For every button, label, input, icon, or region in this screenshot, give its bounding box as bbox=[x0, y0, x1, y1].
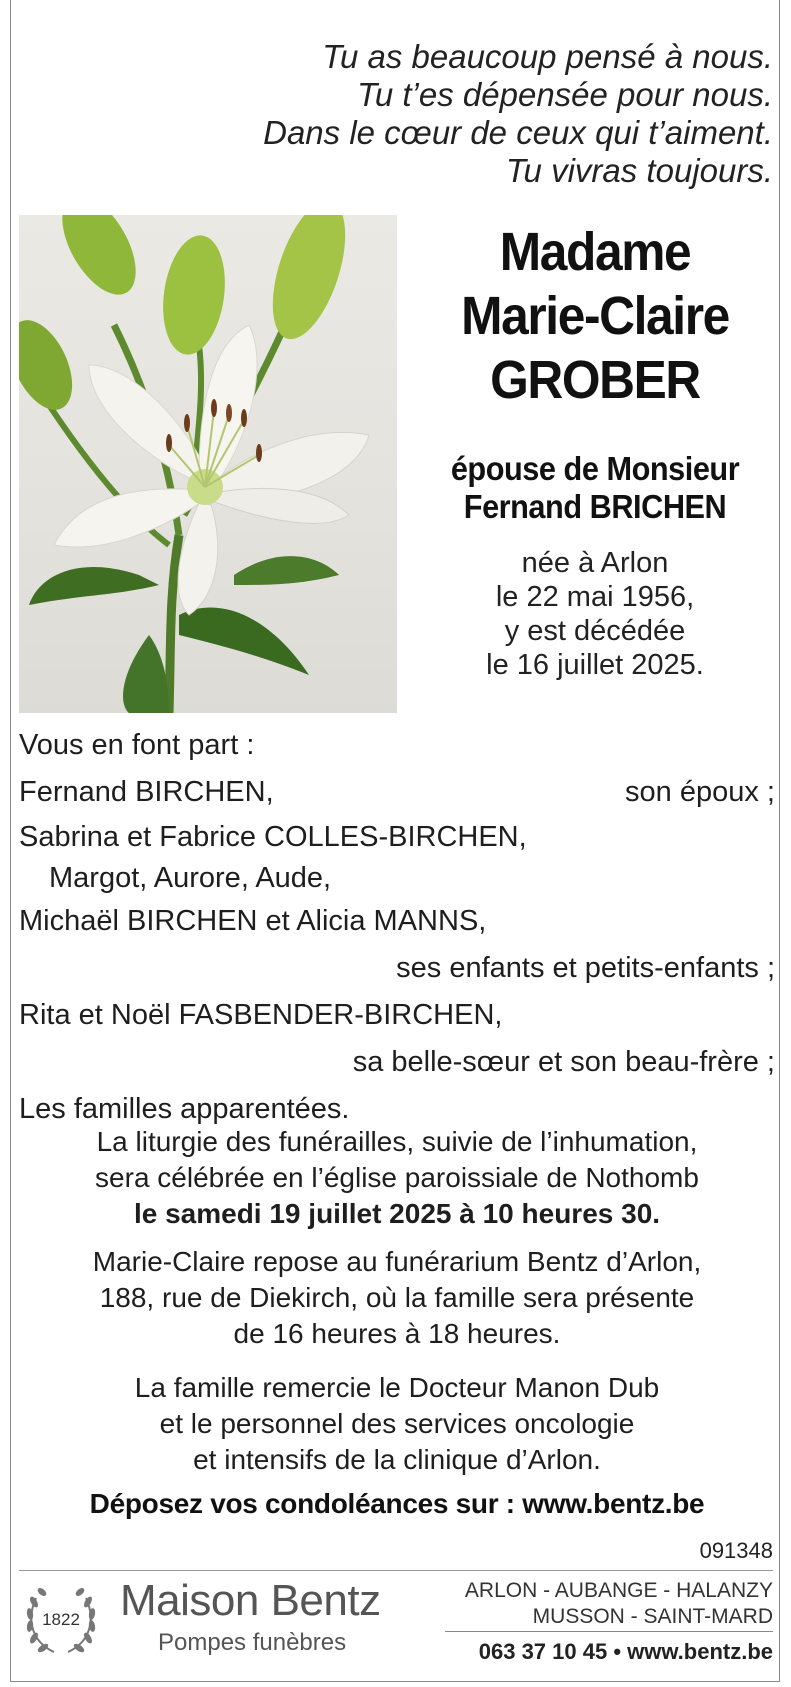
birth-death-line: née à Arlon bbox=[521, 547, 669, 579]
spouse-of bbox=[421, 450, 769, 526]
children-relation: ses enfants et petits-enfants ; bbox=[396, 952, 775, 984]
family-row-spouse bbox=[19, 772, 775, 819]
spouse-line: épouse de Monsieur bbox=[450, 450, 740, 487]
branch-towns bbox=[465, 1578, 773, 1630]
deceased-block bbox=[408, 220, 782, 682]
repose-line: de 16 heures à 18 heures. bbox=[233, 1318, 561, 1349]
poem bbox=[53, 38, 773, 190]
footer-divider bbox=[19, 1570, 773, 1571]
name-line: GROBER bbox=[490, 350, 700, 410]
spouse-line: Fernand BRICHEN bbox=[463, 488, 727, 525]
birth-death-info bbox=[408, 546, 782, 682]
towns-divider bbox=[445, 1631, 773, 1632]
name-line: Marie-Claire bbox=[461, 286, 729, 346]
thanks-line: et le personnel des services oncologie bbox=[159, 1408, 635, 1439]
laurel-wreath-logo bbox=[22, 1580, 100, 1658]
brand-subtitle: Pompes funèbres bbox=[158, 1629, 347, 1656]
towns-line: ARLON - AUBANGE - HALANZY bbox=[464, 1579, 773, 1602]
thanks-line: La famille remercie le Docteur Manon Dub bbox=[134, 1372, 660, 1403]
liturgy-date: le samedi 19 juillet 2025 à 10 heures 30. bbox=[133, 1198, 661, 1229]
towns-line: MUSSON - SAINT-MARD bbox=[532, 1605, 773, 1628]
family-intro: Vous en font part : bbox=[19, 729, 255, 761]
poem-line: Tu vivras toujours. bbox=[505, 152, 773, 189]
poem-line: Dans le cœur de ceux qui t’aiment. bbox=[263, 114, 773, 151]
liturgy-line: La liturgie des funérailles, suivie de l’inhumation, bbox=[96, 1126, 698, 1157]
birth-death-line: y est décédée bbox=[504, 615, 686, 647]
liturgy-info bbox=[19, 1124, 775, 1232]
logo-year: 1822 bbox=[42, 1610, 80, 1629]
contact-info[interactable]: 063 37 10 45 • www.bentz.be bbox=[478, 1639, 773, 1664]
deceased-name bbox=[423, 220, 767, 412]
family-inlaws: Rita et Noël FASBENDER-BIRCHEN, bbox=[19, 999, 503, 1031]
family-child: Michaël BIRCHEN et Alicia MANNS, bbox=[19, 905, 487, 937]
family-grandchildren: Margot, Aurore, Aude, bbox=[49, 862, 332, 894]
lily-photo bbox=[19, 215, 397, 713]
brand-name: Maison Bentz bbox=[120, 1576, 381, 1625]
poem-line: Tu as beaucoup pensé à nous. bbox=[322, 38, 773, 75]
inlaws-relation: sa belle-sœur et son beau-frère ; bbox=[352, 1046, 775, 1078]
birth-death-line: le 22 mai 1956, bbox=[495, 581, 695, 613]
family-relatives: Les familles apparentées. bbox=[19, 1093, 350, 1125]
poem-line: Tu t’es dépensée pour nous. bbox=[357, 76, 773, 113]
birth-death-line: le 16 juillet 2025. bbox=[486, 649, 704, 681]
lily-flower-image bbox=[19, 215, 397, 713]
reference-number: 091348 bbox=[699, 1538, 773, 1563]
spouse-name: Fernand BIRCHEN, bbox=[19, 776, 274, 808]
repose-line: Marie-Claire repose au funérarium Bentz d’Arlon, bbox=[92, 1246, 702, 1277]
family-child: Sabrina et Fabrice COLLES-BIRCHEN, bbox=[19, 821, 527, 853]
spouse-relation: son époux ; bbox=[625, 776, 775, 808]
liturgy-line: sera célébrée en l’église paroissiale de Nothomb bbox=[95, 1162, 699, 1193]
condolences-link[interactable]: Déposez vos condoléances sur : www.bentz.be bbox=[89, 1488, 705, 1519]
family-list bbox=[19, 725, 775, 1136]
thanks-info bbox=[19, 1370, 775, 1478]
repose-line: 188, rue de Diekirch, où la famille sera présente bbox=[99, 1282, 695, 1313]
thanks-line: et intensifs de la clinique d’Arlon. bbox=[193, 1444, 601, 1475]
name-line: Madame bbox=[499, 222, 691, 282]
repose-info bbox=[19, 1244, 775, 1352]
